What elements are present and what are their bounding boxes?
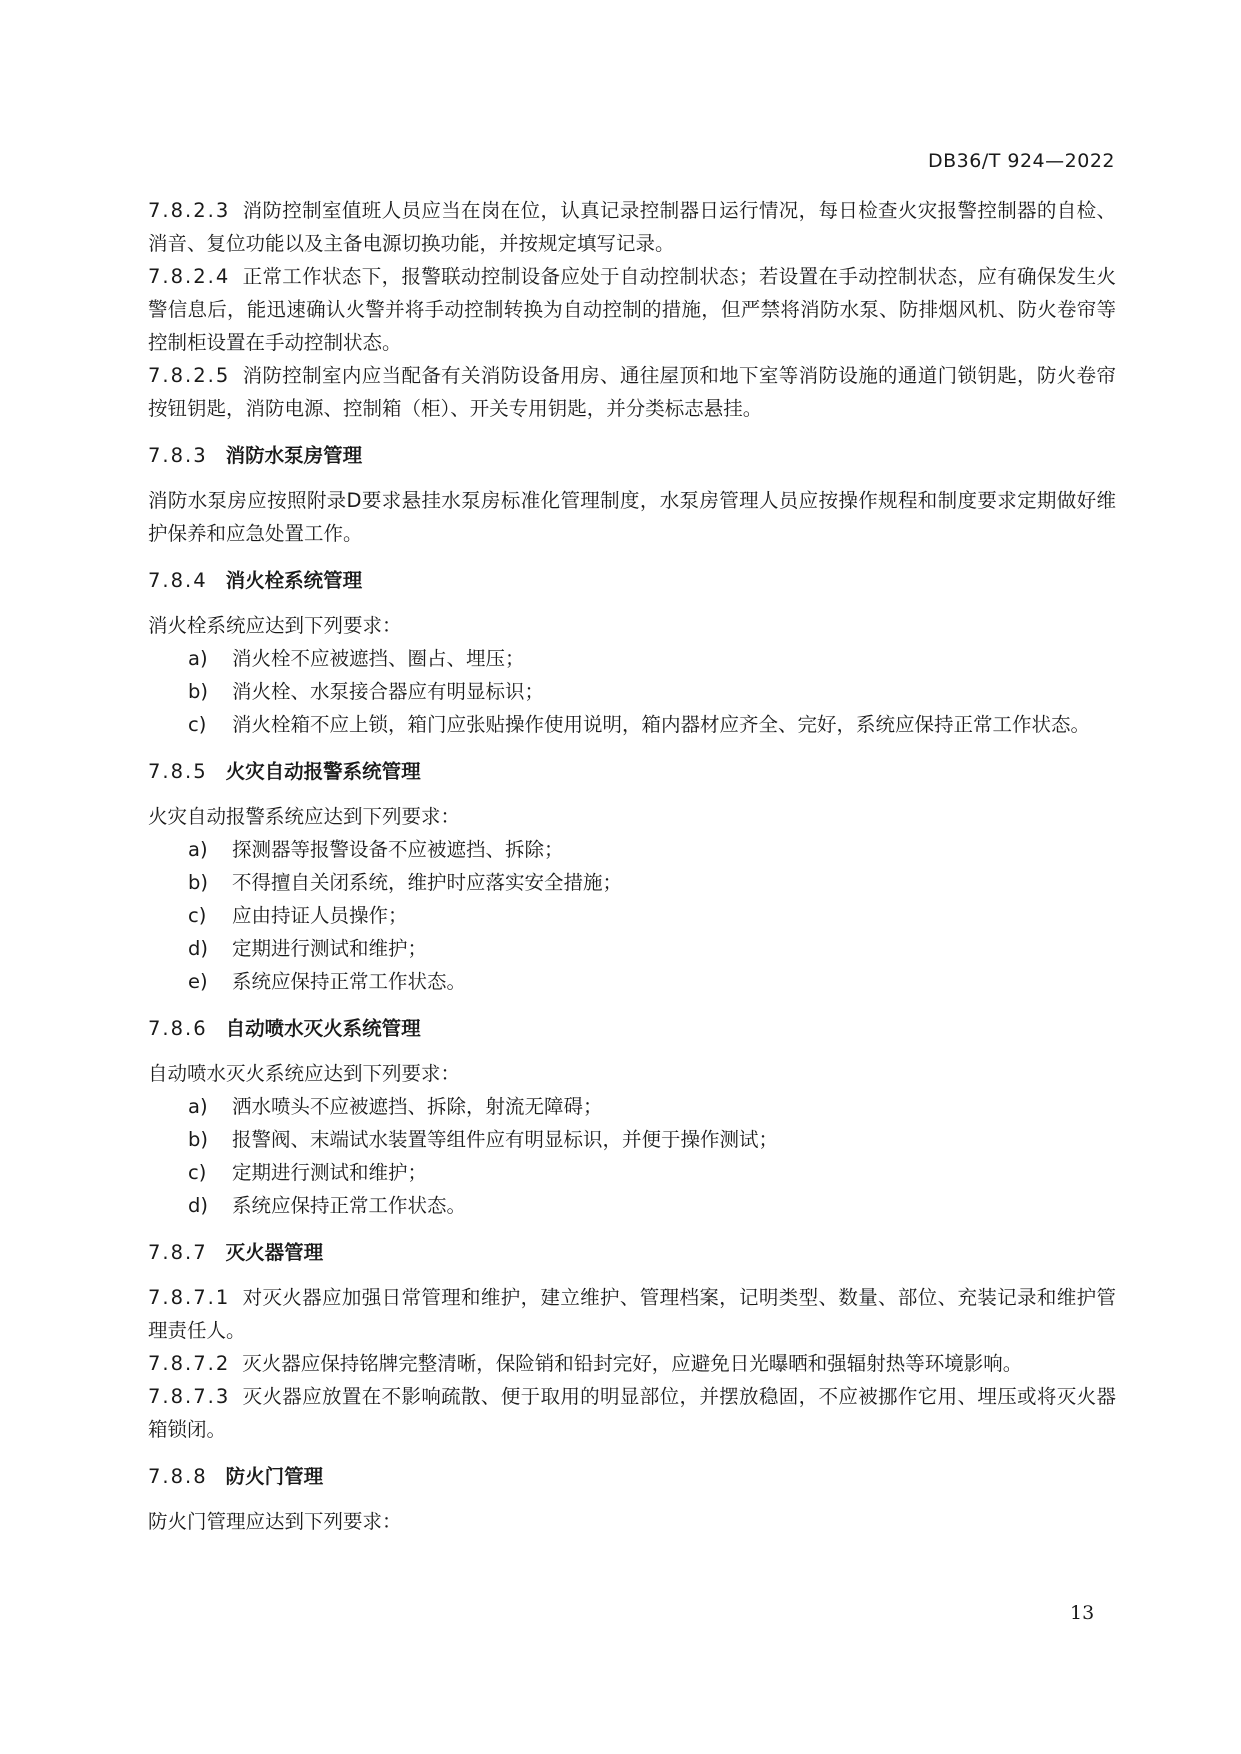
list-item bbox=[148, 1156, 1116, 1189]
list-item bbox=[148, 675, 1116, 708]
clause-text: 对灭火器应加强日常管理和维护，建立维护、管理档案，记明类型、数量、部位、充装记录和维护管理责任人。 bbox=[148, 1286, 1116, 1342]
section-number: 7.8.7 bbox=[148, 1241, 208, 1264]
section-intro: 防火门管理应达到下列要求： bbox=[148, 1510, 402, 1533]
list-item bbox=[148, 866, 1116, 899]
clause-text: 灭火器应放置在不影响疏散、便于取用的明显部位，并摆放稳固，不应被挪作它用、埋压或将灭火器箱锁闭。 bbox=[148, 1385, 1116, 1441]
list-item-text: 消火栓箱不应上锁，箱门应张贴操作使用说明，箱内器材应齐全、完好，系统应保持正常工作状态。 bbox=[232, 713, 1091, 736]
section-heading-7-8-8 bbox=[148, 1460, 1116, 1493]
section-number: 7.8.8 bbox=[148, 1465, 208, 1488]
list-marker: b) bbox=[188, 1128, 208, 1151]
section-heading-7-8-7 bbox=[148, 1236, 1116, 1269]
list-item-text: 系统应保持正常工作状态。 bbox=[232, 970, 467, 993]
list-item bbox=[148, 899, 1116, 932]
section-body: 消防水泵房应按照附录D要求悬挂水泵房标准化管理制度，水泵房管理人员应按操作规程和制度要求定期做好维护保养和应急处置工作。 bbox=[148, 489, 1116, 545]
list-marker: c) bbox=[188, 904, 207, 927]
list-marker: c) bbox=[188, 713, 207, 736]
clause-7-8-2-4 bbox=[148, 260, 1116, 359]
clause-number: 7.8.7.2 bbox=[148, 1352, 231, 1375]
clause-number: 7.8.2.5 bbox=[148, 364, 231, 387]
section-heading-7-8-6 bbox=[148, 1012, 1116, 1045]
clause-number: 7.8.2.4 bbox=[148, 265, 231, 288]
list-item-text: 报警阀、末端试水装置等组件应有明显标识，并便于操作测试； bbox=[232, 1128, 779, 1151]
list-item-text: 消火栓、水泵接合器应有明显标识； bbox=[232, 680, 545, 703]
clause-text: 消防控制室内应当配备有关消防设备用房、通往屋顶和地下室等消防设施的通道门锁钥匙，防火卷帘按钮钥匙，消防电源、控制箱（柜）、开关专用钥匙，并分类标志悬挂。 bbox=[148, 364, 1116, 420]
section-heading-7-8-3 bbox=[148, 439, 1116, 472]
list-item-text: 系统应保持正常工作状态。 bbox=[232, 1194, 467, 1217]
section-title: 消防水泵房管理 bbox=[225, 444, 363, 467]
list-marker: d) bbox=[188, 1194, 208, 1217]
document-body bbox=[148, 194, 1116, 1538]
clause-7-8-7-1 bbox=[148, 1281, 1116, 1347]
section-number: 7.8.5 bbox=[148, 760, 208, 783]
section-title: 消火栓系统管理 bbox=[225, 569, 363, 592]
section-number: 7.8.6 bbox=[148, 1017, 208, 1040]
list-marker: a) bbox=[188, 647, 208, 670]
clause-7-8-2-3 bbox=[148, 194, 1116, 260]
list-item-text: 应由持证人员操作； bbox=[232, 904, 408, 927]
section-title: 自动喷水灭火系统管理 bbox=[225, 1017, 421, 1040]
list-item-text: 探测器等报警设备不应被遮挡、拆除； bbox=[232, 838, 564, 861]
list-item bbox=[148, 642, 1116, 675]
section-title: 防火门管理 bbox=[225, 1465, 324, 1488]
list-item bbox=[148, 708, 1116, 741]
section-intro: 消火栓系统应达到下列要求： bbox=[148, 614, 402, 637]
list-item bbox=[148, 1123, 1116, 1156]
list-item bbox=[148, 965, 1116, 998]
clause-7-8-7-2 bbox=[148, 1347, 1116, 1380]
section-intro: 自动喷水灭火系统应达到下列要求： bbox=[148, 1062, 461, 1085]
list-item-text: 消火栓不应被遮挡、圈占、埋压； bbox=[232, 647, 525, 670]
list-item bbox=[148, 932, 1116, 965]
list-item-text: 定期进行测试和维护； bbox=[232, 1161, 428, 1184]
list-item-text: 洒水喷头不应被遮挡、拆除，射流无障碍； bbox=[232, 1095, 603, 1118]
clause-text: 消防控制室值班人员应当在岗在位，认真记录控制器日运行情况，每日检查火灾报警控制器的自检、消音、复位功能以及主备电源切换功能，并按规定填写记录。 bbox=[148, 199, 1116, 255]
list-marker: b) bbox=[188, 680, 208, 703]
document-code: DB36/T 924—2022 bbox=[927, 150, 1115, 172]
list-marker: a) bbox=[188, 1095, 208, 1118]
list-marker: e) bbox=[188, 970, 208, 993]
clause-number: 7.8.2.3 bbox=[148, 199, 231, 222]
clause-number: 7.8.7.1 bbox=[148, 1286, 231, 1309]
page-number: 13 bbox=[1070, 1602, 1095, 1624]
section-number: 7.8.3 bbox=[148, 444, 208, 467]
list-item-text: 不得擅自关闭系统，维护时应落实安全措施； bbox=[232, 871, 623, 894]
list-marker: a) bbox=[188, 838, 208, 861]
section-heading-7-8-5 bbox=[148, 755, 1116, 788]
list-item bbox=[148, 1090, 1116, 1123]
section-number: 7.8.4 bbox=[148, 569, 208, 592]
clause-text: 正常工作状态下，报警联动控制设备应处于自动控制状态；若设置在手动控制状态，应有确保发生火警信息后，能迅速确认火警并将手动控制转换为自动控制的措施，但严禁将消防水泵、防排烟风机、防火卷帘等控制柜设置在手动控制状态。 bbox=[148, 265, 1116, 354]
list-marker: d) bbox=[188, 937, 208, 960]
clause-7-8-2-5 bbox=[148, 359, 1116, 425]
section-heading-7-8-4 bbox=[148, 564, 1116, 597]
list-item-text: 定期进行测试和维护； bbox=[232, 937, 428, 960]
clause-number: 7.8.7.3 bbox=[148, 1385, 231, 1408]
section-title: 灭火器管理 bbox=[225, 1241, 324, 1264]
section-title: 火灾自动报警系统管理 bbox=[225, 760, 421, 783]
clause-7-8-7-3 bbox=[148, 1380, 1116, 1446]
list-item bbox=[148, 1189, 1116, 1222]
section-intro: 火灾自动报警系统应达到下列要求： bbox=[148, 805, 461, 828]
list-item bbox=[148, 833, 1116, 866]
clause-text: 灭火器应保持铭牌完整清晰，保险销和铅封完好，应避免日光曝晒和强辐射热等环境影响。 bbox=[242, 1352, 1023, 1375]
list-marker: c) bbox=[188, 1161, 207, 1184]
list-marker: b) bbox=[188, 871, 208, 894]
